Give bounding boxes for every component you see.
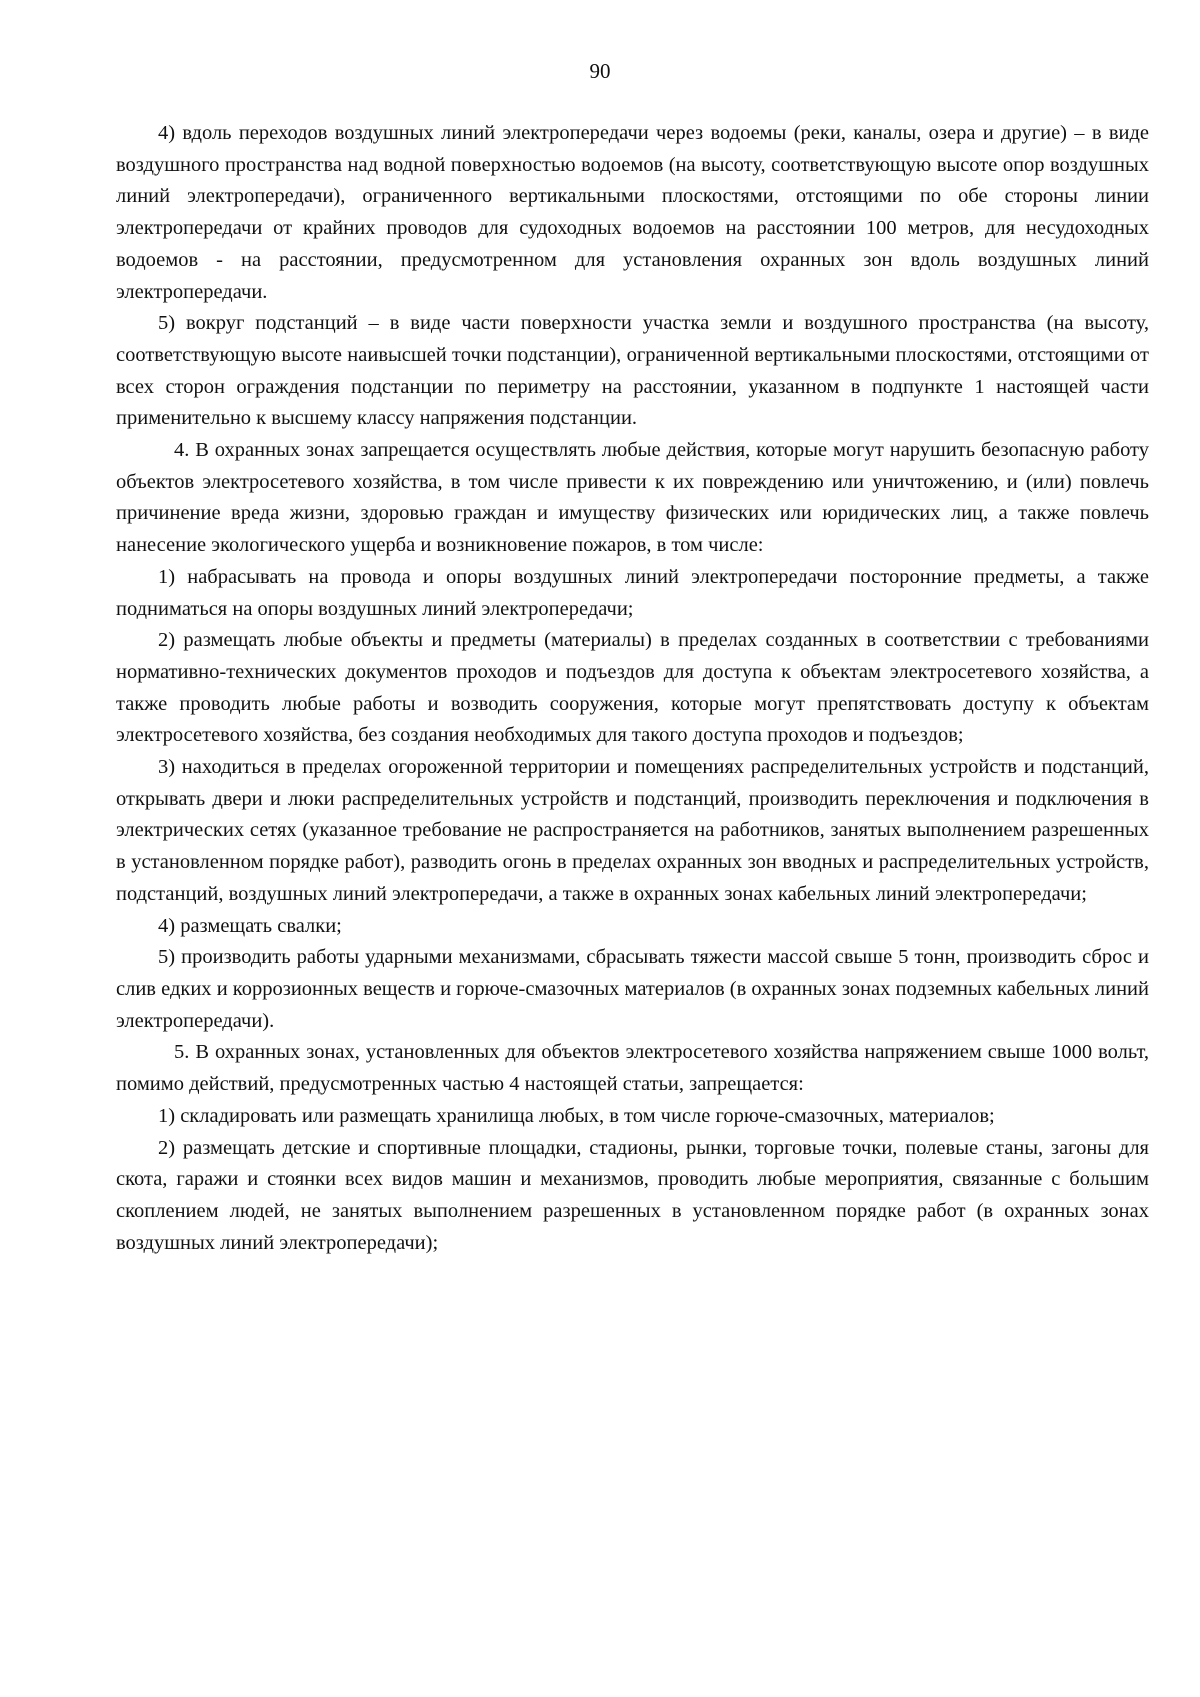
document-body	[116, 118, 1149, 1259]
paragraph-prohibition-4: 4) размещать свалки;	[158, 914, 342, 937]
paragraph-item-4-water-crossings: 4) вдоль переходов воздушных линий электропередачи через водоемы (реки, каналы, озера и другие) – в виде воздушного пространства над водной поверхностью водоемов (на высоту, соответствующую высоте опор воздушных линий электропередачи), ограниченного вертикальными плоскостями, отстоящими по обе стороны линии электропередачи от крайних проводов для судоходных водоемов на расстоянии 100 метров, для несудоходных водоемов - на расстоянии, предусмотренном для установления охранных зон вдоль воздушных линий электропередачи.	[116, 122, 1149, 303]
paragraph-item-5-substations: 5) вокруг подстанций – в виде части поверхности участка земли и воздушного пространства (на высоту, соответствующую высоте наивысшей точки подстанции), ограниченной вертикальными плоскостями, отстоящими от всех сторон ограждения подстанции по периметру на расстоянии, указанном в подпункте 1 настоящей части применительно к высшему классу напряжения подстанции.	[116, 312, 1149, 430]
paragraph-prohibition-5: 5) производить работы ударными механизмами, сбрасывать тяжести массой свыше 5 тонн, производить сброс и слив едких и коррозионных веществ и горюче-смазочных материалов (в охранных зонах подземных кабельных линий электропередачи).	[116, 946, 1149, 1032]
paragraph-prohibition-1: 1) набрасывать на провода и опоры воздушных линий электропередачи посторонние предметы, а также подниматься на опоры воздушных линий электропередачи;	[116, 565, 1149, 620]
page-number: 90	[589, 59, 611, 83]
paragraph-part-5-high-voltage: 5. В охранных зонах, установленных для объектов электросетевого хозяйства напряжением свыше 1000 вольт, помимо действий, предусмотренных частью 4 настоящей статьи, запрещается:	[116, 1041, 1149, 1096]
paragraph-high-voltage-2: 2) размещать детские и спортивные площадки, стадионы, рынки, торговые точки, полевые станы, загоны для скота, гаражи и стоянки всех видов машин и механизмов, проводить любые мероприятия, связанные с большим скоплением людей, не занятых выполнением разрешенных в установленном порядке работ (в охранных зонах воздушных линий электропередачи);	[116, 1136, 1149, 1254]
paragraph-high-voltage-1: 1) складировать или размещать хранилища любых, в том числе горюче-смазочных, материалов;	[158, 1104, 995, 1127]
paragraph-part-4-prohibitions: 4. В охранных зонах запрещается осуществлять любые действия, которые могут нарушить безопасную работу объектов электросетевого хозяйства, в том числе привести к их повреждению или уничтожению, и (или) повлечь причинение вреда жизни, здоровью граждан и имуществу физических или юридических лиц, а также повлечь нанесение экологического ущерба и возникновение пожаров, в том числе:	[116, 439, 1149, 557]
paragraph-prohibition-3: 3) находиться в пределах огороженной территории и помещениях распределительных устройств и подстанций, открывать двери и люки распределительных устройств и подстанций, производить переключения и подключения в электрических сетях (указанное требование не распространяется на работников, занятых выполнением разрешенных в установленном порядке работ), разводить огонь в пределах охранных зон вводных и распределительных устройств, подстанций, воздушных линий электропередачи, а также в охранных зонах кабельных линий электропередачи;	[116, 756, 1149, 905]
paragraph-prohibition-2: 2) размещать любые объекты и предметы (материалы) в пределах созданных в соответствии с требованиями нормативно-технических документов проходов и подъездов для доступа к объектам электросетевого хозяйства, а также проводить любые работы и возводить сооружения, которые могут препятствовать доступу к объектам электросетевого хозяйства, без создания необходимых для такого доступа проходов и подъездов;	[116, 629, 1149, 747]
